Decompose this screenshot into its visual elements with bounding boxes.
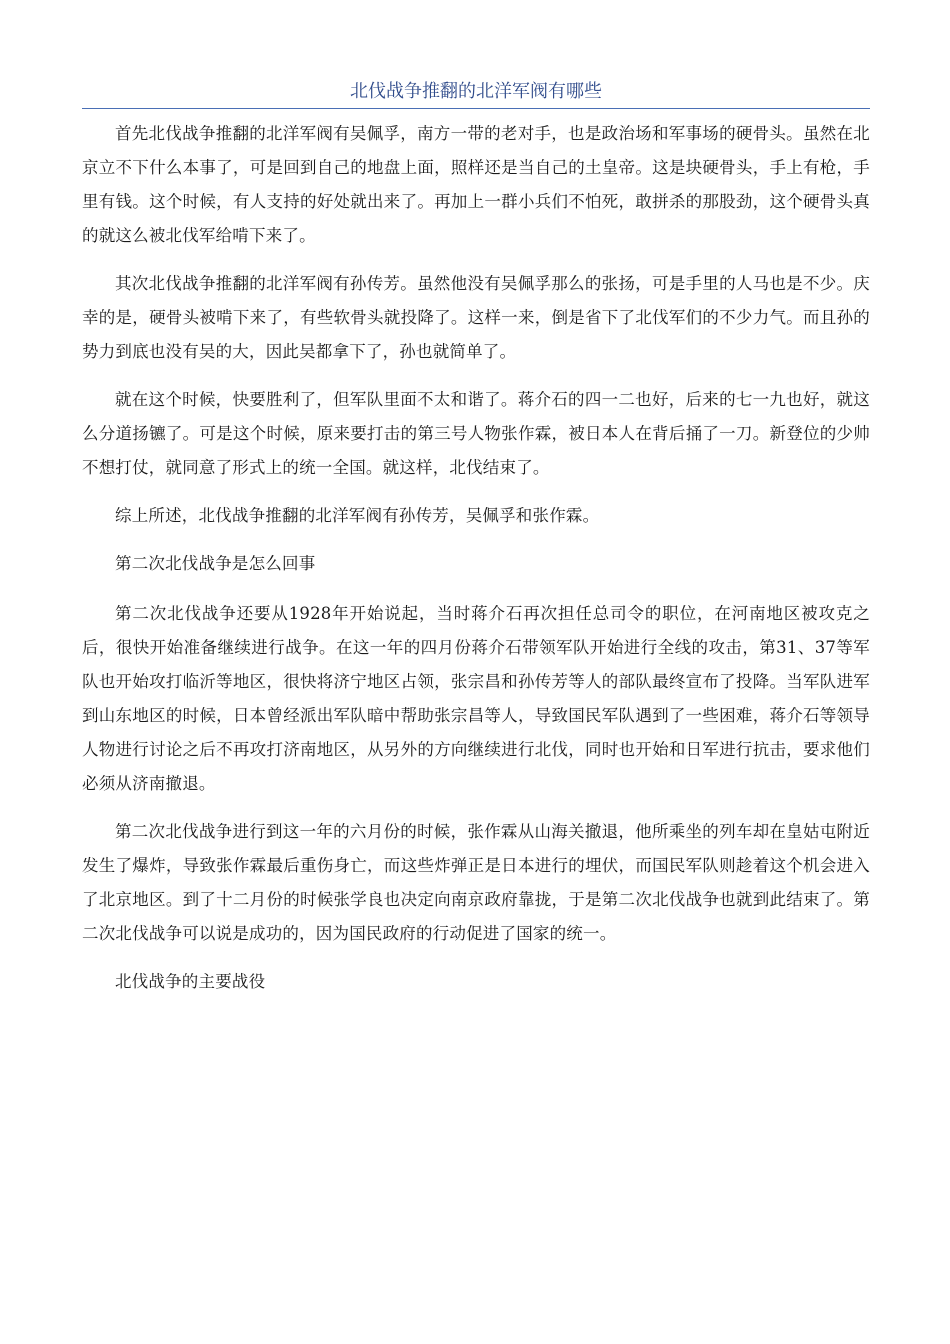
document-title: 北伐战争推翻的北洋军阀有哪些 [82,78,870,109]
section-heading-main-battles: 北伐战争的主要战役 [115,972,266,991]
paragraph-wu-peifu: 首先北伐战争推翻的北洋军阀有吴佩孚，南方一带的老对手，也是政治场和军事场的硬骨头。虽然在北京立不下什么本事了，可是回到自己的地盘上面，照样还是当自己的土皇帝。这是块硬骨头，手上有枪，手里有钱。这个时候，有人支持的好处就出来了。再加上一群小兵们不怕死，敢拼杀的那股劲，这个硬骨头真的就这么被北伐军给啃下来了。 [82,124,870,245]
section-heading-second-expedition: 第二次北伐战争是怎么回事 [115,554,316,573]
paragraph-second-expedition-end: 第二次北伐战争进行到这一年的六月份的时候，张作霖从山海关撤退，他所乘坐的列车却在皇姑屯附近发生了爆炸，导致张作霖最后重伤身亡，而这些炸弹正是日本进行的埋伏，而国民军队则趁着这个机会进入了北京地区。到了十二月份的时候张学良也决定向南京政府靠拢，于是第二次北伐战争也就到此结束了。第二次北伐战争可以说是成功的，因为国民政府的行动促进了国家的统一。 [82,822,870,943]
paragraph-summary: 综上所述，北伐战争推翻的北洋军阀有孙传芳，吴佩孚和张作霖。 [115,506,600,525]
paragraph-second-expedition-start: 第二次北伐战争还要从1928年开始说起，当时蒋介石再次担任总司令的职位，在河南地区被攻克之后，很快开始准备继续进行战争。在这一年的四月份蒋介石带领军队开始进行全线的攻击，第31、37等军队也开始攻打临沂等地区，很快将济宁地区占领，张宗昌和孙传芳等人的部队最终宣布了投降。当军队进军到山东地区的时候，日本曾经派出军队暗中帮助张宗昌等人，导致国民军队遇到了一些困难，蒋介石等领导人物进行讨论之后不再攻打济南地区，从另外的方向继续进行北伐，同时也开始和日军进行抗击，要求他们必须从济南撤退。 [82,604,870,793]
paragraph-zhang-zuolin: 就在这个时候，快要胜利了，但军队里面不太和谐了。蒋介石的四一二也好，后来的七一九也好，就这么分道扬镳了。可是这个时候，原来要打击的第三号人物张作霖，被日本人在背后捅了一刀。新登位的少帅不想打仗，就同意了形式上的统一全国。就这样，北伐结束了。 [82,390,870,477]
paragraph-sun-chuanfang: 其次北伐战争推翻的北洋军阀有孙传芳。虽然他没有吴佩孚那么的张扬，可是手里的人马也是不少。庆幸的是，硬骨头被啃下来了，有些软骨头就投降了。这样一来，倒是省下了北伐军们的不少力气。而且孙的势力到底也没有吴的大，因此吴都拿下了，孙也就简单了。 [82,274,870,361]
document-page [82,78,870,1015]
document-body [82,117,870,999]
